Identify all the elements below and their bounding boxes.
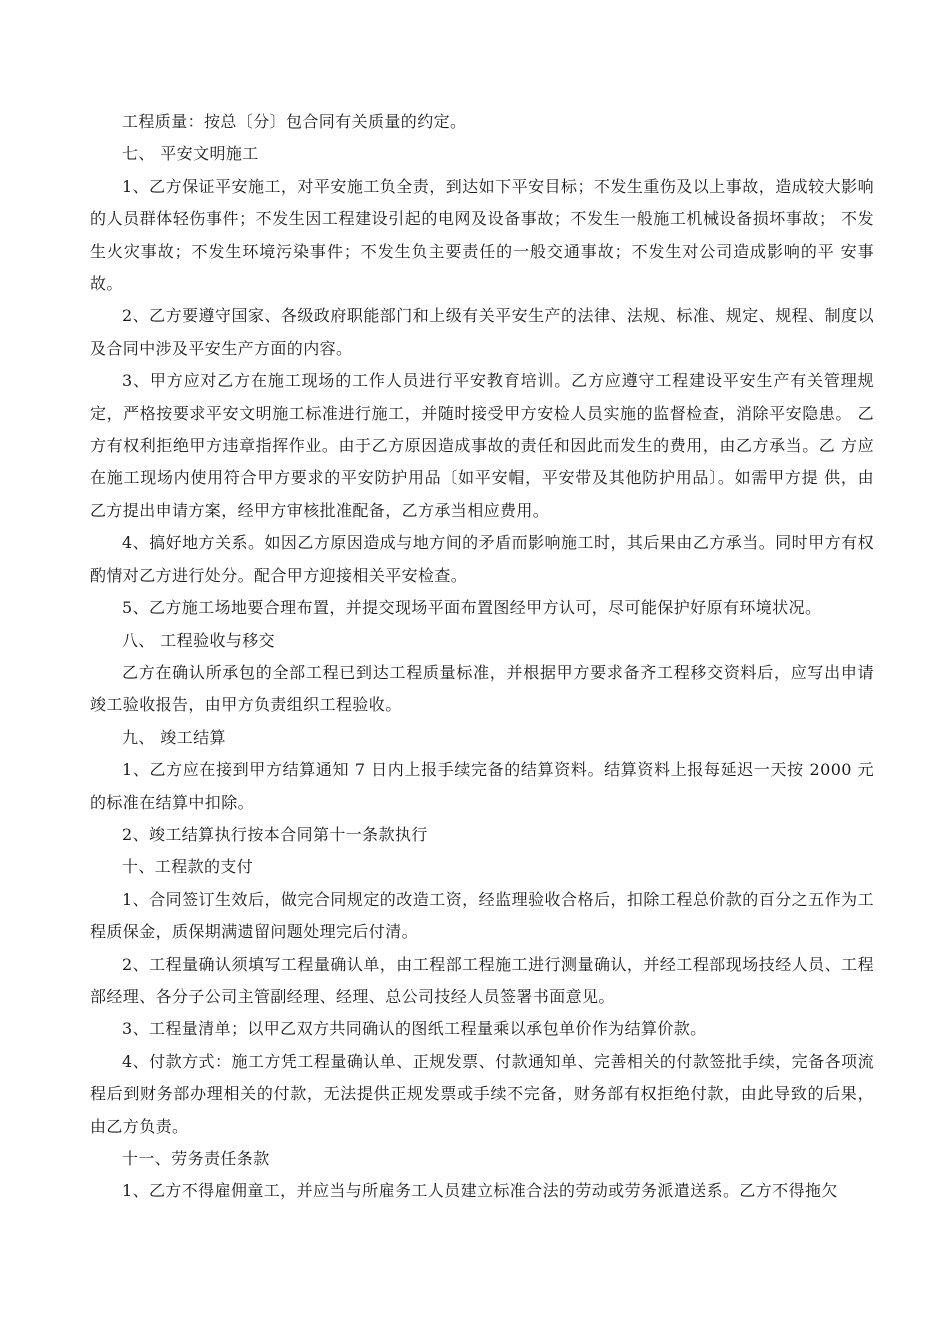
section-8-heading: 八、 工程验收与移交 [122,630,276,650]
section-10-item-2: 2、工程量确认须填写工程量确认单，由工程部工程施工进行测量确认，并经工程部现场技经人员、工程部经理、各分子公司主管副经理、经理、总公司技经人员签署书面意见。 [90,954,874,1006]
section-7-item-1: 1、乙方保证平安施工，对平安施工负全责，到达如下平安目标；不发生重伤及以上事故，造成较大影响的人员群体轻伤事件；不发生因工程建设引起的电网及设备事故；不发生一般施工机械设备损坏事故； 不发生火灾事故；不发生环境污染事件；不发生负主要责任的一般交通事故；不发生对公司造成影响的平 安事故。 [90,176,874,294]
section-10-item-1: 1、合同签订生效后，做完合同规定的改造工资，经监理验收合格后，扣除工程总价款的百分之五作为工程质保金，质保期满遗留问题处理完后付清。 [90,889,874,942]
section-10-heading: 十、工程款的支付 [122,857,254,877]
section-9-item-1: 1、乙方应在接到甲方结算通知 7 日内上报手续完备的结算资料。结算资料上报每延迟一天按 2000 元的标准在结算中扣除。 [90,760,874,812]
section-11-item-1: 1、乙方不得雇佣童工，并应当与所雇务工人员建立标准合法的劳动或劳务派遣送系。乙方不得拖欠 [122,1181,838,1201]
section-7-item-5: 5、乙方施工场地要合理布置，并提交现场平面布置图经甲方认可，尽可能保护好原有环境状况。 [122,598,822,618]
section-8-body: 乙方在确认所承包的全部工程已到达工程质量标准，并根据甲方要求备齐工程移交资料后，应写出申请竣工验收报告，由甲方负责组织工程验收。 [90,662,874,715]
section-10-item-3: 3、工程量清单；以甲乙双方共同确认的图纸工程量乘以承包单价作为结算价款。 [122,1019,707,1039]
section-9-item-2: 2、竣工结算执行按本合同第十一条款执行 [122,824,428,844]
section-10-item-4: 4、付款方式：施工方凭工程量确认单、正规发票、付款通知单、完善相关的付款签批手续，完备各项流程后到财务部办理相关的付款，无法提供正规发票或手续不完备，财务部有权拒绝付款，由此导致的后果，由乙方负责。 [90,1051,874,1136]
section-11-heading: 十一、劳务责任条款 [122,1149,270,1168]
section-7-item-3: 3、甲方应对乙方在施工现场的工作人员进行平安教育培训。乙方应遵守工程建设平安生产有关管理规定，严格按要求平安文明施工标准进行施工，并随时接受甲方安检人员实施的监督检查，消除平安隐患。 乙方有权利拒绝甲方违章指挥作业。由于乙方原因造成事故的责任和因此而发生的费用，由乙方承当。乙 方应在施工现场内使用符合甲方要求的平安防护用品〔如平安帽，平安带及其他防护用品〕。如需甲方提 供，由乙方提出申请方案，经甲方审核批准配备，乙方承当相应费用。 [90,371,874,520]
section-7-item-2: 2、乙方要遵守国家、各级政府职能部门和上级有关平安生产的法律、法规、标准、规定、规程、制度以及合同中涉及平安生产方面的内容。 [90,306,874,358]
section-9-heading: 九、 竣工结算 [122,727,226,747]
section-7-item-4: 4、搞好地方关系。如因乙方原因造成与地方间的矛盾而影响施工时，其后果由乙方承当。同时甲方有权酌情对乙方进行处分。配合甲方迎接相关平安检查。 [90,533,874,585]
section-7-heading: 七、 平安文明施工 [122,144,259,164]
quality-clause: 工程质量：按总〔分〕包合同有关质量的约定。 [122,112,467,131]
